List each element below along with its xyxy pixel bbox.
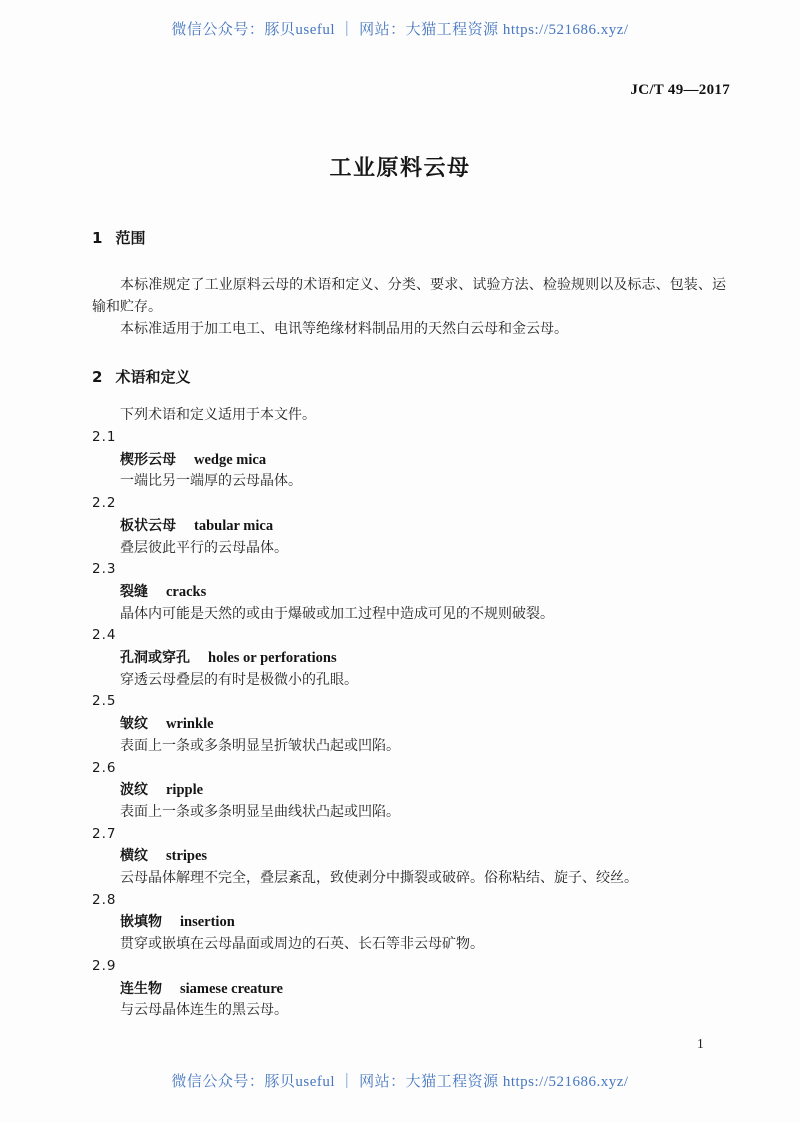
section-1-heading (92, 228, 726, 249)
term-entry (92, 559, 726, 625)
term-name (92, 713, 726, 736)
term-definition: 叠层彼此平行的云母晶体。 (120, 540, 288, 556)
term-name (92, 647, 726, 670)
term-number: 2.9 (92, 957, 117, 974)
section-2-heading (92, 367, 726, 388)
term-number: 2.5 (92, 693, 117, 710)
term-entry (92, 493, 726, 559)
terms-list (92, 427, 726, 1022)
term-definition: 表面上一条或多条明显呈折皱状凸起或凹陷。 (120, 738, 400, 754)
term-name-zh: 板状云母 (120, 516, 176, 533)
watermark-top: 微信公众号：豚贝useful ｜ 网站：大猫工程资源 https://521686.xyz/ (171, 22, 629, 38)
term-definition: 一端比另一端厚的云母晶体。 (120, 474, 302, 490)
term-definition: 与云母晶体连生的黑云母。 (120, 1003, 288, 1019)
term-definition: 贯穿或嵌填在云母晶面或周边的石英、长石等非云母矿物。 (120, 937, 484, 953)
term-entry (92, 890, 726, 956)
term-entry (92, 691, 726, 757)
page-number: 1 (697, 1036, 704, 1051)
term-name-en: insertion (180, 914, 235, 931)
term-number: 2.8 (92, 891, 117, 908)
term-name-zh: 波纹 (120, 781, 148, 798)
watermark-bottom: 微信公众号：豚贝useful ｜ 网站：大猫工程资源 https://521686.xyz/ (171, 1074, 629, 1090)
document-body (92, 228, 726, 1022)
term-definition: 云母晶体解理不完全，叠层紊乱，致使剥分中撕裂或破碎。俗称粘结、旋子、绞丝。 (120, 871, 638, 887)
section-1-number: 1 (92, 229, 103, 247)
term-name-zh: 裂缝 (120, 582, 148, 599)
term-name-en: ripple (166, 782, 204, 799)
term-name-en: stripes (166, 848, 208, 865)
term-name (92, 978, 726, 1001)
term-name-en: siamese creature (180, 980, 283, 997)
section-1-title: 范围 (115, 230, 146, 247)
term-entry (92, 758, 726, 824)
term-number: 2.1 (92, 429, 117, 445)
term-name-zh: 嵌填物 (120, 913, 162, 930)
section-2-title: 术语和定义 (115, 369, 191, 386)
term-name (92, 845, 726, 868)
term-name-zh: 横纹 (120, 847, 148, 864)
term-name-zh: 楔形云母 (120, 450, 176, 467)
standard-code: JC/T 49—2017 (630, 82, 730, 98)
term-name-zh: 孔洞或穿孔 (120, 649, 190, 666)
term-number: 2.7 (92, 825, 117, 842)
term-definition: 晶体内可能是天然的或由于爆破或加工过程中造成可见的不规则破裂。 (120, 606, 554, 622)
term-name-en: wrinkle (166, 716, 214, 733)
term-entry (92, 824, 726, 890)
term-name-en: cracks (166, 583, 207, 600)
term-name-en: wedge mica (194, 451, 267, 468)
term-entry (92, 956, 726, 1022)
document-title: 工业原料云母 (329, 155, 471, 180)
term-name (92, 581, 726, 604)
term-name (92, 515, 726, 538)
term-name-en: holes or perforations (208, 650, 337, 667)
term-number: 2.3 (92, 561, 117, 578)
term-name (92, 779, 726, 802)
term-name-en: tabular mica (194, 517, 274, 534)
term-name (92, 449, 726, 472)
terms-intro: 下列术语和定义适用于本文件。 (120, 408, 316, 423)
term-entry (92, 625, 726, 691)
term-definition: 穿透云母叠层的有时是极微小的孔眼。 (120, 672, 358, 688)
term-number: 2.4 (92, 627, 117, 644)
term-entry (92, 427, 726, 493)
scope-paragraph-1: 本标准规定了工业原料云母的术语和定义、分类、要求、试验方法、检验规则以及标志、包装、运输和贮存。 (92, 278, 726, 315)
section-2-number: 2 (92, 368, 103, 386)
term-name-zh: 连生物 (120, 979, 162, 996)
term-name-zh: 皱纹 (120, 715, 148, 732)
term-number: 2.6 (92, 759, 117, 776)
term-definition: 表面上一条或多条明显呈曲线状凸起或凹陷。 (120, 804, 400, 820)
scope-paragraph-2: 本标准适用于加工电工、电讯等绝缘材料制品用的天然白云母和金云母。 (120, 322, 568, 337)
term-name (92, 911, 726, 934)
term-number: 2.2 (92, 495, 117, 512)
